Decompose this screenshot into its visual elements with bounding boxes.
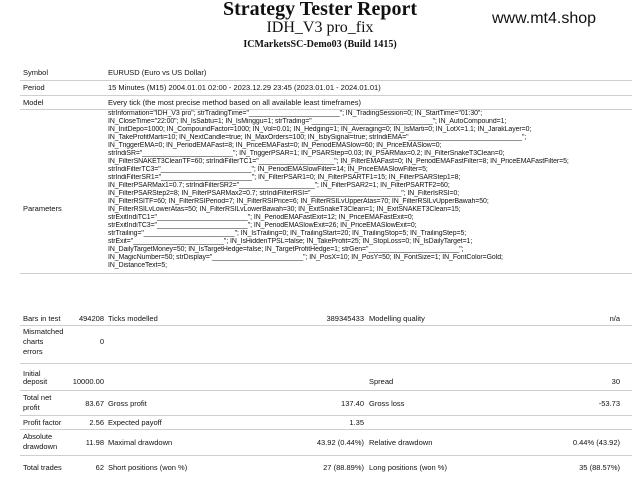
netprofit-value: 83.67: [85, 399, 104, 408]
report-title: Strategy Tester Report: [222, 0, 418, 20]
symbol-label: Symbol: [23, 68, 49, 77]
pf-value: 2.56: [89, 418, 104, 427]
mismatch-label-3: errors: [23, 347, 43, 356]
divider: [20, 80, 632, 81]
divider: [20, 363, 632, 364]
quality-value: n/a: [609, 314, 620, 323]
mismatch-value: 0: [99, 337, 104, 346]
divider: [20, 429, 632, 430]
absdd-label-1: Absolute: [23, 432, 53, 441]
parameter-line: strInformation="IDH_V3 pro"; strTradingTime="________________________"; IN_TradingSession=0; IN_StartTime="01:30";: [108, 110, 483, 117]
watermark-text: www.mt4.shop: [492, 10, 597, 27]
expert-name: IDH_V3 pro_fix: [266, 19, 374, 36]
short-value: 27 (88.89%): [323, 463, 364, 472]
spread-label: Spread: [369, 377, 394, 386]
mismatch-label-1: Mismatched: [23, 327, 64, 336]
grossprofit-value: 137.40: [341, 399, 364, 408]
divider: [20, 415, 632, 416]
parameter-line: IN_FilterPSARStep2=8; IN_FilterPSARMax2=0.7; strIndiFilterRSI="________________________"; IN_FilterIsRSI=0;: [108, 190, 460, 197]
parameter-line: strExit="________________________"; IN_IsHiddenTPSL=false; IN_TakeProfit=25; IN_StopLoss=0; IN_IsDailyTarget=1;: [108, 238, 473, 245]
deposit-value: 10000.00: [72, 377, 104, 386]
parameter-line: IN_FilterSNAKET3CleanTF=60; strIndiFilterTC1="____________________"; IN_FilterEMAFast=0; IN_PeriodEMAFastFilter=8; IN_PriceEMAFastFilter=5;: [108, 158, 569, 165]
parameters-label: Parameters: [23, 204, 62, 213]
grossloss-label: Gross loss: [369, 399, 405, 408]
parameter-line: IN_FilterRSITF=60; IN_FilterRSIPeriod=7; IN_FilterRSIPrice=6; IN_FilterRSILvUpperAtas=70; IN_FilterRSILvUpperBawah=50;: [108, 198, 489, 205]
parameter-line: IN_TriggerEMA=0; IN_PeriodEMAFast=8; IN_PriceEMAFast=0; IN_PeriodEMASlow=60; IN_PriceEMASlow=0;: [108, 142, 442, 149]
parameter-line: IN_CloseTime="22:00"; IN_IsSabtu=1; IN_IsMinggu=1; strTrading="________________________________"; IN_AutoCompound=1;: [108, 118, 507, 125]
deposit-label-1: Initial: [23, 369, 41, 378]
bars-label: Bars in test: [23, 314, 61, 323]
trades-label: Total trades: [23, 463, 62, 472]
parameter-line: IN_FilterRSILvLowerAtas=50; IN_FilterRSILvLowerBawah=30; IN_ExitSnakeT3Clean=1; IN_ExitSNAKET3Clean=15;: [108, 206, 461, 213]
divider: [20, 455, 632, 456]
parameter-line: IN_MagicNumber=50; strDisplay="________________________"; IN_PosX=10; IN_PosY=50; IN_FontSize=1; IN_FontColor=Gold;: [108, 254, 503, 261]
trades-value: 62: [95, 463, 104, 472]
parameter-line: strExitIndiTC3="________________________"; IN_PeriodEMASlowExit=26; IN_PriceEMASlowExit=0;: [108, 222, 417, 229]
netprofit-label-1: Total net: [23, 393, 52, 402]
symbol-value: EURUSD (Euro vs US Dollar): [108, 68, 207, 77]
long-value: 35 (88.57%): [579, 463, 620, 472]
reldd-value: 0.44% (43.92): [572, 438, 620, 447]
payoff-label: Expected payoff: [108, 418, 162, 427]
long-label: Long positions (won %): [369, 463, 447, 472]
period-value: 15 Minutes (M15) 2004.01.01 02:00 - 2023.12.29 23:45 (2023.01.01 - 2024.01.01): [108, 83, 381, 92]
parameter-line: strTrailing="________________________"; IN_IsTrailing=0; IN_TrailingStart=20; IN_TrailingStop=5; IN_TrailingStep=5;: [108, 230, 467, 237]
payoff-value: 1.35: [349, 418, 364, 427]
parameters-block: [108, 110, 628, 270]
maxdd-label: Maximal drawdown: [108, 438, 173, 447]
quality-label: Modelling quality: [369, 314, 425, 323]
period-label: Period: [23, 83, 45, 92]
deposit-label-2: deposit: [23, 377, 48, 386]
parameter-line: strIndiFilterSR1="________________________"; IN_FilterPSAR1=0; IN_FilterPSARTF1=15; IN_FilterPSARStep1=8;: [108, 174, 461, 181]
maxdd-value: 43.92 (0.44%): [316, 438, 364, 447]
model-value: Every tick (the most precise method based on all available least timeframes): [108, 98, 362, 107]
parameter-line: IN_DistanceText=5;: [108, 262, 168, 269]
grossprofit-label: Gross profit: [108, 399, 147, 408]
netprofit-label-2: profit: [23, 403, 40, 412]
parameter-line: IN_InitDepo=1000; IN_CompoundFactor=1000; IN_Vol=0.01; IN_Hedging=1; IN_Averaging=0; IN_IsMarti=0; IN_LotX=1.1; IN_JarakLayer=0;: [108, 126, 532, 133]
divider: [20, 273, 632, 274]
divider: [20, 325, 632, 326]
parameter-line: strIndiFilterTC3="________________________"; IN_PeriodEMASlowFilter=14; IN_PriceEMASlowFilter=5;: [108, 166, 428, 173]
model-label: Model: [23, 98, 44, 107]
grossloss-value: -53.73: [598, 399, 620, 408]
divider: [20, 390, 632, 391]
pf-label: Profit factor: [23, 418, 62, 427]
divider: [20, 95, 632, 96]
spread-value: 30: [611, 377, 620, 386]
parameter-line: strIndiSR="________________________"; IN_TriggerPSAR=1; IN_PSARStep=0.03; IN_PSARMax=0.2; IN_FilterSnakeT3Clean=0;: [108, 150, 505, 157]
parameter-line: IN_FilterPSARMax1=0.7; strIndiFilterSR2="____________________"; IN_FilterPSAR2=1; IN_FilterPSARTF2=60;: [108, 182, 450, 189]
ticks-value: 389345433: [326, 314, 364, 323]
parameter-line: IN_DailyTargetMoney=50; IN_IsTargetHedge=false; IN_TargetProfitHedge=1; strGen="________________________";: [108, 246, 464, 253]
absdd-label-2: drawdown: [23, 442, 58, 451]
parameter-line: strExitIndiTC1="________________________"; IN_PeriodEMAFastExit=12; IN_PriceEMAFastExit=0;: [108, 214, 414, 221]
absdd-value: 11.98: [85, 438, 104, 447]
ticks-label: Ticks modelled: [108, 314, 158, 323]
parameter-line: IN_TakeProfitMarti=10; IN_NextCandle=true; IN_MaxOrders=100; IN_IsbySignal=true; strIndiEMA="______________________________";: [108, 134, 527, 141]
reldd-label: Relative drawdown: [369, 438, 433, 447]
mismatch-label-2: charts: [23, 337, 44, 346]
bars-value: 494208: [78, 314, 104, 323]
short-label: Short positions (won %): [108, 463, 188, 472]
account-server: ICMarketsSC-Demo03 (Build 1415): [243, 39, 397, 50]
